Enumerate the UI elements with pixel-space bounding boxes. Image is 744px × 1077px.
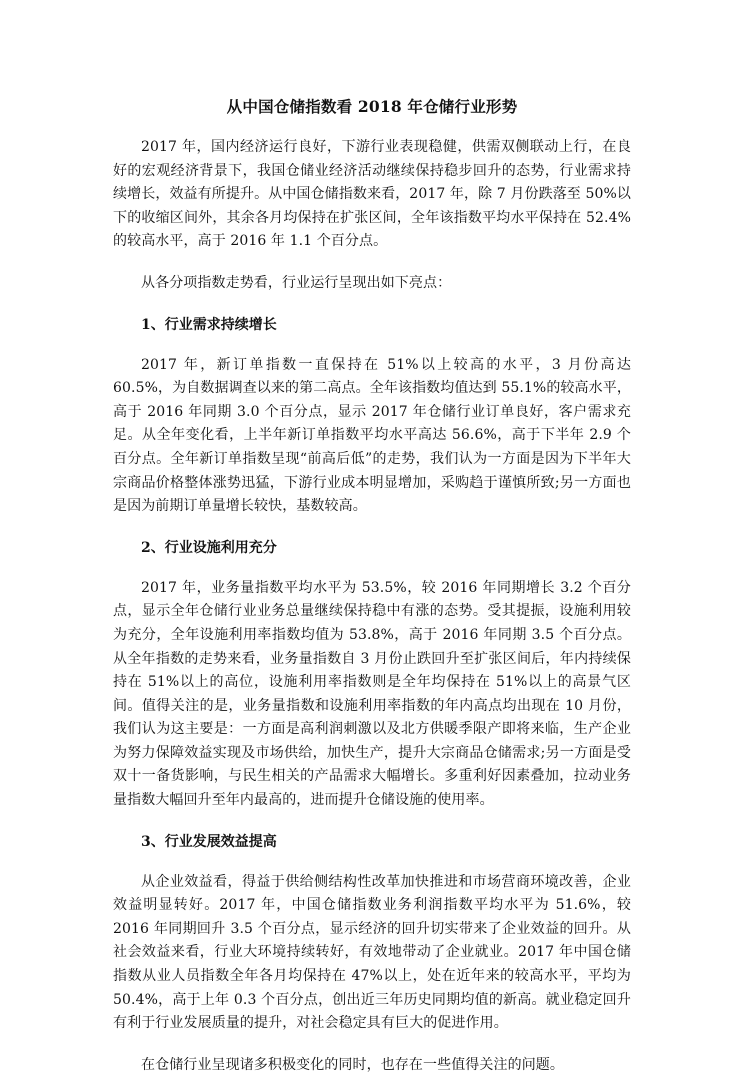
- section-body-demand: 2017 年，新订单指数一直保持在 51%以上较高的水平，3 月份高达 60.5%，为自数据调查以来的第二高点。全年该指数均值达到 55.1%的较高水平，高于 2016 年同期 3.0 个百分点，显示 2017 年仓储行业订单良好，客户需求充足。从全年变化看，上半年新订单指数平均水平高达 56.6%，高于下半年 2.9 个百分点。全年新订单指数呈现“前高后低”的走势，我们认为一方面是因为下半年大宗商品价格整体涨势迅猛，下游行业成本明显增加，采购趋于谨慎所致;另一方面也是因为前期订单量增长较快，基数较高。: [113, 356, 631, 515]
- section-body-facility: 2017 年，业务量指数平均水平为 53.5%，较 2016 年同期增长 3.2 个百分点，显示全年仓储行业业务总量继续保持稳中有涨的态势。受其提振，设施利用较为充分，全年设施利用率指数均值为 53.8%，高于 2016 年同期 3.5 个百分点。从全年指数的走势来看，业务量指数自 3 月份止跌回升至扩张区间后，年内持续保持在 51%以上的高位，设施利用率指数则是全年均保持在 51%以上的高景气区间。值得关注的是，业务量指数和设施利用率指数的年内高点均出现在 10 月份，我们认为这主要是：一方面是高利润刺激以及北方供暖季限产即将来临，生产企业为努力保障效益实现及市场供给，加快生产，提升大宗商品仓储需求;另一方面是受双十一备货影响，与民生相关的产品需求大幅增长。多重利好因素叠加，拉动业务量指数大幅回升至年内最高的，进而提升仓储设施的使用率。: [113, 579, 631, 809]
- section-heading-efficiency: 3、行业发展效益提高: [141, 833, 277, 850]
- closing-paragraph: 在仓储行业呈现诸多积极变化的同时，也存在一些值得关注的问题。: [141, 1056, 564, 1073]
- lead-paragraph: 从各分项指数走势看，行业运行呈现出如下亮点：: [141, 274, 452, 291]
- intro-paragraph: 2017 年，国内经济运行良好，下游行业表现稳健，供需双侧联动上行，在良好的宏观经济背景下，我国仓储业经济活动继续保持稳步回升的态势，行业需求持续增长，效益有所提升。从中国仓储指数来看，2017 年，除 7 月份跌落至 50%以下的收缩区间外，其余各月均保持在扩张区间，全年该指数平均水平保持在 52.4%的较高水平，高于 2016 年 1.1 个百分点。: [113, 139, 631, 250]
- section-body-efficiency: 从企业效益看，得益于供给侧结构性改革加快推进和市场营商环境改善，企业效益明显转好。2017 年，中国仓储指数业务利润指数平均水平为 51.6%，较 2016 年同期回升 3.5 个百分点，显示经济的回升切实带来了企业效益的回升。从社会效益来看，行业大环境持续转好，有效地带动了企业就业。2017 年中国仓储指数从业人员指数全年各月均保持在 47%以上，处在近年来的较高水平，平均为 50.4%，高于上年 0.3 个百分点，创出近三年历史同期均值的新高。就业稳定回升有利于行业发展质量的提升，对社会稳定具有巨大的促进作用。: [113, 873, 631, 1032]
- section-heading-demand: 1、行业需求持续增长: [141, 316, 277, 333]
- page-title: 从中国仓储指数看 2018 年仓储行业形势: [226, 97, 518, 116]
- section-heading-facility: 2、行业设施利用充分: [141, 539, 277, 556]
